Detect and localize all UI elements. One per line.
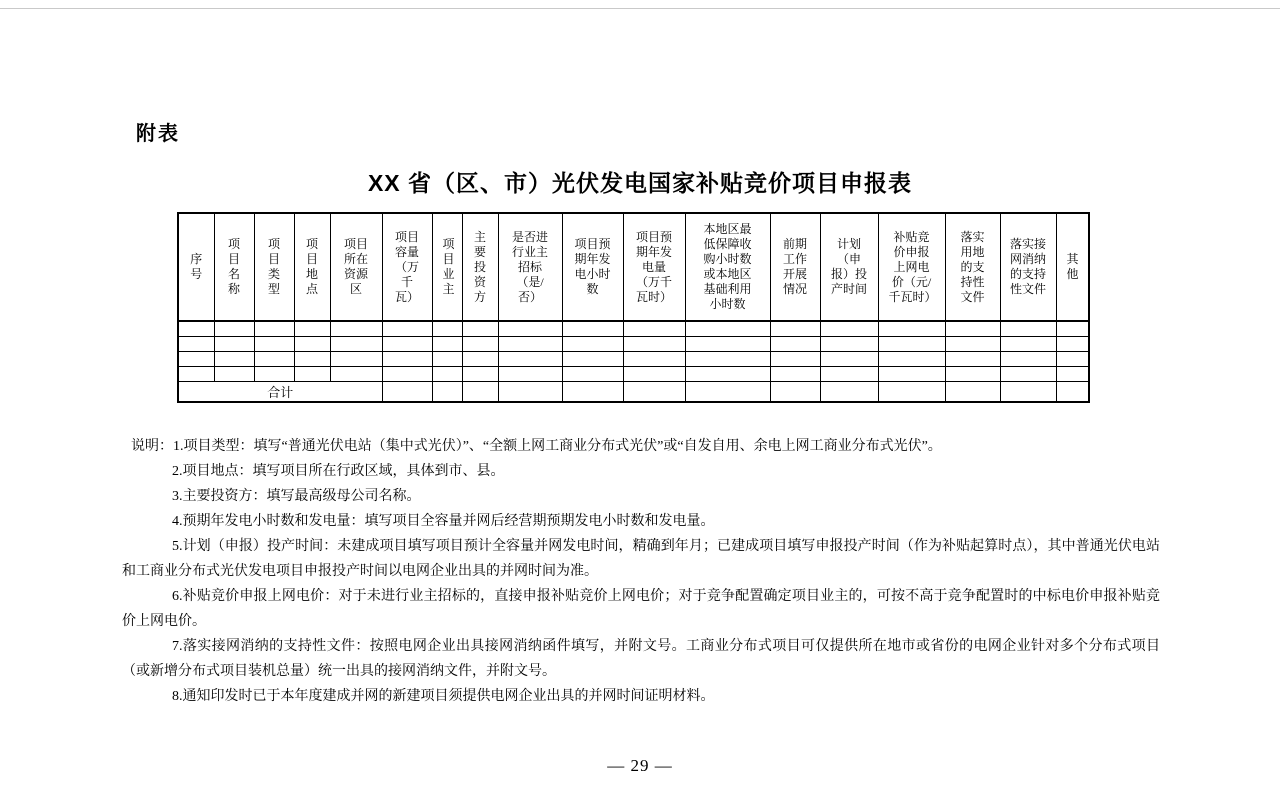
empty-cell (382, 337, 432, 352)
col-header-expected-annual-generation: 项目预期年发电量（万千瓦时） (623, 213, 685, 321)
table-empty-row (178, 367, 1089, 382)
empty-cell (820, 367, 878, 382)
empty-cell (462, 352, 498, 367)
note-item (122, 434, 1160, 459)
note-item (122, 584, 1160, 634)
empty-cell (498, 352, 562, 367)
total-value-cell (878, 382, 945, 403)
empty-cell (498, 337, 562, 352)
empty-cell (878, 337, 945, 352)
empty-cell (878, 321, 945, 337)
col-header-grid-support-docs: 落实接网消纳的支持性文件 (1000, 213, 1056, 321)
page-title: XX 省（区、市）光伏发电国家补贴竞价项目申报表 (367, 170, 913, 196)
col-header-min-guaranteed-hours: 本地区最低保障收购小时数或本地区基础利用小时数 (685, 213, 770, 321)
col-header-project-type: 项目类型 (254, 213, 294, 321)
note-item-text: 2.项目地点：填写项目所在行政区域，具体到市、县。 (172, 464, 505, 479)
empty-cell (432, 367, 462, 382)
empty-cell (330, 321, 382, 337)
total-value-cell (820, 382, 878, 403)
note-item-text: 1.项目类型：填写“普通光伏电站（集中式光伏）”、“全额上网工商业分布式光伏”或“自发自用、余电上网工商业分布式光伏”。 (173, 439, 942, 454)
empty-cell (1056, 321, 1089, 337)
col-header-main-investor: 主要投资方 (462, 213, 498, 321)
empty-cell (214, 352, 254, 367)
total-value-cell (562, 382, 623, 403)
empty-cell (820, 352, 878, 367)
empty-cell (1000, 367, 1056, 382)
empty-cell (432, 352, 462, 367)
col-header-preliminary-work: 前期工作开展情况 (770, 213, 820, 321)
notes-label: 说明： (131, 439, 173, 454)
total-value-cell (770, 382, 820, 403)
empty-cell (178, 321, 214, 337)
col-header-other: 其他 (1056, 213, 1089, 321)
col-header-project-capacity: 项目容量（万千瓦） (382, 213, 432, 321)
total-value-cell (945, 382, 1000, 403)
empty-cell (330, 367, 382, 382)
table-total-row (178, 382, 1089, 403)
col-header-bid-grid-price: 补贴竞价申报上网电价（元/千瓦时） (878, 213, 945, 321)
total-value-cell (382, 382, 432, 403)
empty-cell (498, 367, 562, 382)
note-item-text: 8.通知印发时已于本年度建成并网的新建项目须提供电网企业出具的并网时间证明材料。 (172, 689, 715, 704)
note-item (122, 484, 1160, 509)
empty-cell (878, 367, 945, 382)
col-header-project-owner: 项目业主 (432, 213, 462, 321)
empty-cell (770, 367, 820, 382)
total-value-cell (432, 382, 462, 403)
empty-cell (178, 352, 214, 367)
table-empty-row (178, 337, 1089, 352)
notes-section (122, 434, 1160, 709)
table-body (178, 321, 1089, 402)
col-header-planned-operation-time: 计划（申报）投产时间 (820, 213, 878, 321)
col-header-project-location: 项目地点 (294, 213, 330, 321)
total-value-cell (1000, 382, 1056, 403)
empty-cell (294, 321, 330, 337)
empty-cell (770, 337, 820, 352)
total-label-cell: 合计 (178, 382, 382, 403)
empty-cell (432, 337, 462, 352)
table-empty-row (178, 352, 1089, 367)
total-value-cell (1056, 382, 1089, 403)
total-value-cell (685, 382, 770, 403)
empty-cell (623, 367, 685, 382)
empty-cell (462, 321, 498, 337)
empty-cell (294, 337, 330, 352)
empty-cell (685, 352, 770, 367)
empty-cell (1056, 367, 1089, 382)
empty-cell (254, 321, 294, 337)
table-empty-row (178, 321, 1089, 337)
empty-cell (562, 352, 623, 367)
note-item-text: 3.主要投资方：填写最高级母公司名称。 (172, 489, 421, 504)
total-value-cell (462, 382, 498, 403)
empty-cell (878, 352, 945, 367)
appendix-label: 附表 (136, 123, 180, 145)
page-number: — 29 — (607, 756, 673, 775)
empty-cell (178, 367, 214, 382)
empty-cell (254, 367, 294, 382)
note-item (122, 534, 1160, 584)
empty-cell (382, 367, 432, 382)
empty-cell (462, 337, 498, 352)
note-item (122, 634, 1160, 684)
empty-cell (562, 337, 623, 352)
note-item-text: 5.计划（申报）投产时间：未建成项目填写项目预计全容量并网发电时间，精确到年月；已建成项目填写申报投产时间（作为补贴起算时点），其中普通光伏电站和工商业分布式光伏发电项目申报投产时间以电网企业出具的并网时间为准。 (122, 539, 1160, 579)
empty-cell (178, 337, 214, 352)
empty-cell (770, 352, 820, 367)
empty-cell (820, 337, 878, 352)
empty-cell (945, 321, 1000, 337)
empty-cell (330, 352, 382, 367)
empty-cell (562, 321, 623, 337)
empty-cell (254, 337, 294, 352)
empty-cell (382, 352, 432, 367)
empty-cell (685, 367, 770, 382)
empty-cell (214, 367, 254, 382)
empty-cell (820, 321, 878, 337)
note-item (122, 509, 1160, 534)
empty-cell (685, 337, 770, 352)
col-header-project-name: 项目名称 (214, 213, 254, 321)
scan-artifact-line (0, 8, 1280, 9)
empty-cell (1000, 352, 1056, 367)
empty-cell (623, 321, 685, 337)
empty-cell (623, 337, 685, 352)
empty-cell (330, 337, 382, 352)
empty-cell (1056, 352, 1089, 367)
col-header-serial-number: 序号 (178, 213, 214, 321)
col-header-land-support-docs: 落实用地的支持性文件 (945, 213, 1000, 321)
empty-cell (294, 352, 330, 367)
empty-cell (1000, 337, 1056, 352)
application-table (177, 212, 1090, 403)
empty-cell (562, 367, 623, 382)
total-value-cell (623, 382, 685, 403)
empty-cell (214, 337, 254, 352)
empty-cell (770, 321, 820, 337)
note-item-text: 4.预期年发电小时数和发电量：填写项目全容量并网后经营期预期发电小时数和发电量。 (172, 514, 715, 529)
total-value-cell (498, 382, 562, 403)
empty-cell (945, 352, 1000, 367)
note-item (122, 459, 1160, 484)
note-item-text: 6.补贴竞价申报上网电价：对于未进行业主招标的，直接申报补贴竞价上网电价；对于竞争配置确定项目业主的，可按不高于竞争配置时的中标电价申报补贴竞价上网电价。 (122, 589, 1160, 629)
empty-cell (623, 352, 685, 367)
empty-cell (1000, 321, 1056, 337)
table-header-row (178, 213, 1089, 321)
col-header-expected-annual-hours: 项目预期年发电小时数 (562, 213, 623, 321)
col-header-resource-zone: 项目所在资源区 (330, 213, 382, 321)
empty-cell (945, 337, 1000, 352)
empty-cell (462, 367, 498, 382)
empty-cell (294, 367, 330, 382)
col-header-owner-bidding: 是否进行业主招标（是/否） (498, 213, 562, 321)
empty-cell (254, 352, 294, 367)
empty-cell (498, 321, 562, 337)
empty-cell (1056, 337, 1089, 352)
empty-cell (382, 321, 432, 337)
note-item (122, 684, 1160, 709)
note-item-text: 7.落实接网消纳的支持性文件：按照电网企业出具接网消纳函件填写，并附文号。工商业分布式项目可仅提供所在地市或省份的电网企业针对多个分布式项目（或新增分布式项目装机总量）统一出具的接网消纳文件，并附文号。 (122, 639, 1160, 679)
empty-cell (214, 321, 254, 337)
empty-cell (685, 321, 770, 337)
empty-cell (432, 321, 462, 337)
empty-cell (945, 367, 1000, 382)
table-header (178, 213, 1089, 321)
